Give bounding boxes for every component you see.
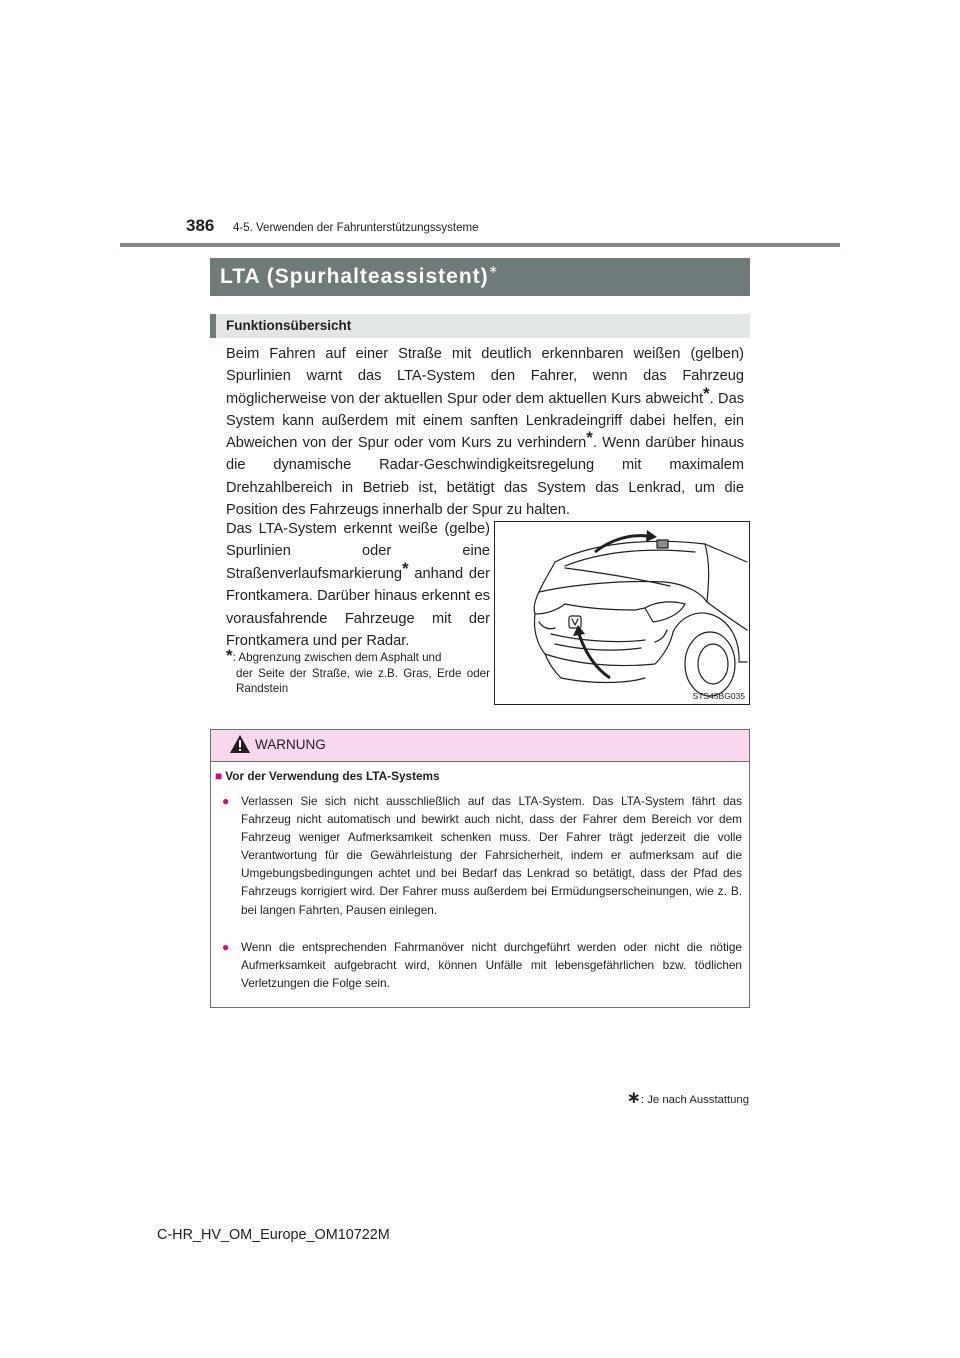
equipment-note: ∗: Je nach Ausstattung: [626, 1088, 749, 1107]
footnote: *: Abgrenzung zwischen dem Asphalt und der Seite der Straße, wie z.B. Gras, Erde oder Randstein: [226, 646, 490, 695]
warning-section-title: ■ Vor der Verwendung des LTA-Systems: [215, 769, 440, 783]
chapter-title: 4-5. Verwenden der Fahrunterstützungssysteme: [233, 222, 479, 234]
warning-box: [210, 729, 750, 1008]
vehicle-illustration: [494, 521, 750, 705]
intro-paragraph: Beim Fahren auf einer Straße mit deutlich erkennbaren weißen (gelben) Spurlinien warnt das LTA-System den Fahrer, wenn das Fahrzeug möglicherweise von der aktuellen Spur oder dem aktuellen Kurs abweicht*. Das System kann außerdem mit einem sanften Lenkradeingriff dabei helfen, ein Abweichen von der Spur oder vom Kurs zu verhindern*. Wenn darüber hinaus die dynamische Radar-Geschwindigkeitsregelung mit maximalem Drehzahlbereich in Betrieb ist, betätigt das System das Lenkrad, um die Position des Fahrzeugs innerhalb der Spur zu halten.: [226, 346, 745, 519]
subheading: Funktionsübersicht: [226, 318, 352, 333]
section-title-bar: [210, 258, 750, 296]
figure-code: STS45BG035: [692, 691, 745, 701]
section-title: LTA (Spurhalteassistent)∗: [220, 264, 499, 288]
warning-label: WARNUNG: [255, 737, 326, 752]
subheading-bar: [210, 314, 750, 338]
warning-header: [211, 730, 749, 762]
camera-paragraph: Das LTA-System erkennt weiße (gelbe) Spurlinien oder eine Straßenverlaufsmarkierung* anhand der Frontkamera. Darüber hinaus erkennt es vorausfahrende Fahrzeuge mit der Frontkamera und per Radar.: [226, 521, 490, 650]
document-id: C-HR_HV_OM_Europe_OM10722M: [157, 1227, 390, 1243]
header-divider: [120, 243, 840, 247]
bullet-icon: ●: [222, 940, 230, 954]
warning-item: ● Verlassen Sie sich nicht ausschließlich auf das LTA-System. Das LTA-System fährt das Fahrzeug nicht automatisch und bewirkt auch nicht, dass der Fahrer dem Bereich vor dem Fahrzeug weniger Aufmerksamkeit schenken muss. Der Fahrer trägt jederzeit die volle Verantwortung für die Gewährleistung der Fahrsicherheit, indem er aufmerksam auf die Umgebungsbedingungen achtet und bei Bedarf das Lenkrad so betätigt, dass der Pfad des Fahrzeugs korrigiert wird. Der Fahrer muss außerdem bei Ermüdungserscheinungen, wie z. B. bei langen Fahrten, Pausen einlegen.: [222, 794, 742, 917]
bullet-icon: ●: [222, 794, 230, 808]
warning-item: ● Wenn die entsprechenden Fahrmanöver nicht durchgeführt werden oder nicht die nötige Aufmerksamkeit aufgebracht wird, können Unfälle mit lebensgefährlichen bzw. tödlichen Verletzungen die Folge sein.: [222, 940, 742, 991]
warning-triangle-icon: [230, 735, 250, 753]
car-front-camera-radar-illustration: [495, 522, 749, 704]
page-number: 386: [186, 216, 215, 235]
